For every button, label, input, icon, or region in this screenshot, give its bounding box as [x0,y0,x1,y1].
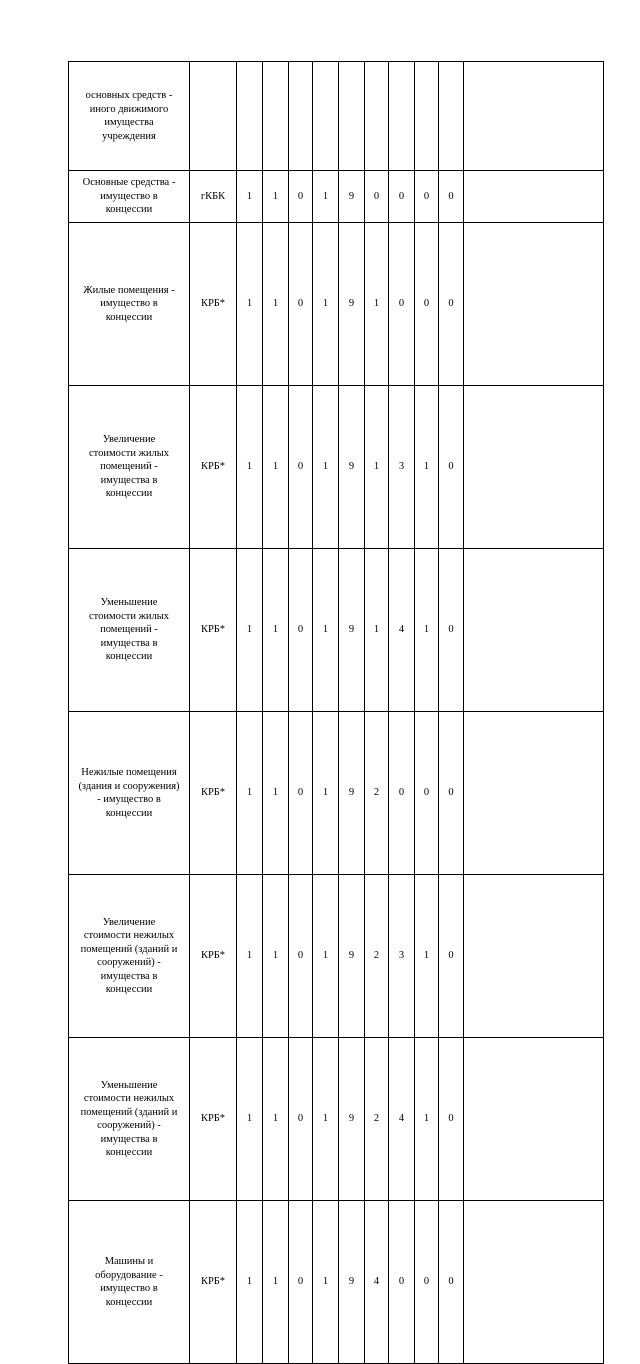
account-digit-cell [464,1201,604,1364]
account-name-cell: Машины и оборудование - имущество в концессии [69,1201,190,1364]
account-digit-cell: 0 [439,549,464,712]
account-digit-cell: 9 [339,1038,365,1201]
account-digit-cell: 0 [439,1201,464,1364]
table-row [69,712,604,875]
account-digit-cell [464,1038,604,1201]
account-digit-cell: 0 [439,1038,464,1201]
account-digit-cell [415,62,439,171]
account-digit-cell: 9 [339,223,365,386]
kbk-code-cell: КРБ* [190,1038,237,1201]
account-digit-cell: 0 [389,171,415,223]
account-name-cell: Нежилые помещения (здания и сооружения) - имущество в концессии [69,712,190,875]
table-row [69,549,604,712]
account-digit-cell: 0 [439,386,464,549]
account-digit-cell: 1 [263,223,289,386]
account-digit-cell: 1 [415,1038,439,1201]
account-name-cell: Основные средства - имущество в концессии [69,171,190,223]
account-digit-cell: 1 [415,549,439,712]
account-digit-cell: 0 [289,1201,313,1364]
account-name-cell: основных средств - иного движимого имущества учреждения [69,62,190,171]
account-name-cell: Уменьшение стоимости жилых помещений - имущества в концессии [69,549,190,712]
kbk-code-cell: КРБ* [190,386,237,549]
account-chart-table [68,61,604,1364]
account-digit-cell: 4 [389,549,415,712]
account-digit-cell: 0 [289,386,313,549]
kbk-code-cell [190,62,237,171]
account-digit-cell: 1 [313,712,339,875]
account-digit-cell [313,62,339,171]
table-row [69,1201,604,1364]
account-digit-cell [389,62,415,171]
account-name-cell: Жилые помещения - имущество в концессии [69,223,190,386]
account-digit-cell [464,875,604,1038]
kbk-code-cell: КРБ* [190,1201,237,1364]
account-digit-cell [464,171,604,223]
account-digit-cell: 0 [439,875,464,1038]
account-digit-cell [289,62,313,171]
kbk-code-cell: КРБ* [190,223,237,386]
account-digit-cell: 1 [237,171,263,223]
account-digit-cell: 1 [237,712,263,875]
account-digit-cell: 0 [289,223,313,386]
account-digit-cell: 1 [313,171,339,223]
account-digit-cell: 0 [289,875,313,1038]
account-digit-cell [464,62,604,171]
account-digit-cell: 9 [339,1201,365,1364]
account-digit-cell: 1 [313,223,339,386]
account-digit-cell: 9 [339,171,365,223]
account-digit-cell [365,62,389,171]
table-row [69,386,604,549]
account-digit-cell [464,712,604,875]
account-digit-cell: 4 [389,1038,415,1201]
account-digit-cell: 0 [289,1038,313,1201]
kbk-code-cell: гКБК [190,171,237,223]
account-digit-cell: 0 [415,223,439,386]
account-digit-cell: 0 [289,171,313,223]
account-digit-cell: 2 [365,712,389,875]
account-digit-cell: 1 [415,386,439,549]
kbk-code-cell: КРБ* [190,875,237,1038]
account-digit-cell: 1 [263,1038,289,1201]
account-digit-cell [263,62,289,171]
account-digit-cell: 3 [389,386,415,549]
account-digit-cell: 1 [237,1038,263,1201]
account-digit-cell: 1 [263,171,289,223]
kbk-code-cell: КРБ* [190,549,237,712]
account-digit-cell: 0 [439,171,464,223]
account-digit-cell: 1 [237,549,263,712]
account-digit-cell: 4 [365,1201,389,1364]
account-digit-cell: 1 [365,386,389,549]
account-name-cell: Уменьшение стоимости нежилых помещений (зданий и сооружений) - имущества в концессии [69,1038,190,1201]
account-digit-cell: 1 [263,1201,289,1364]
account-digit-cell: 1 [313,875,339,1038]
account-digit-cell: 0 [415,171,439,223]
account-digit-cell: 1 [313,386,339,549]
account-digit-cell: 1 [263,549,289,712]
account-digit-cell: 2 [365,875,389,1038]
account-digit-cell: 1 [263,875,289,1038]
account-digit-cell: 0 [289,712,313,875]
account-digit-cell: 1 [237,223,263,386]
account-name-cell: Увеличение стоимости жилых помещений - имущества в концессии [69,386,190,549]
account-digit-cell: 1 [415,875,439,1038]
account-digit-cell: 1 [313,1038,339,1201]
account-digit-cell: 0 [415,712,439,875]
account-digit-cell: 1 [313,1201,339,1364]
account-digit-cell [339,62,365,171]
account-digit-cell: 1 [237,386,263,549]
account-digit-cell [439,62,464,171]
account-digit-cell: 2 [365,1038,389,1201]
account-digit-cell: 0 [439,712,464,875]
account-digit-cell: 9 [339,549,365,712]
account-digit-cell: 1 [313,549,339,712]
account-digit-cell [237,62,263,171]
table-row [69,62,604,171]
account-digit-cell: 0 [415,1201,439,1364]
account-digit-cell: 1 [365,223,389,386]
account-name-cell: Увеличение стоимости нежилых помещений (зданий и сооружений) - имущества в концессии [69,875,190,1038]
account-digit-cell: 9 [339,875,365,1038]
account-digit-cell: 0 [389,712,415,875]
table-row [69,171,604,223]
account-digit-cell: 1 [365,549,389,712]
account-digit-cell: 0 [439,223,464,386]
account-digit-cell: 1 [263,712,289,875]
account-digit-cell [464,549,604,712]
account-digit-cell [464,223,604,386]
account-digit-cell: 1 [237,875,263,1038]
account-digit-cell: 0 [365,171,389,223]
account-digit-cell: 0 [289,549,313,712]
account-digit-cell [464,386,604,549]
table-row [69,875,604,1038]
table-body [69,62,604,1364]
account-digit-cell: 9 [339,386,365,549]
account-digit-cell: 0 [389,1201,415,1364]
account-digit-cell: 1 [263,386,289,549]
account-digit-cell: 9 [339,712,365,875]
account-digit-cell: 3 [389,875,415,1038]
table-row [69,223,604,386]
kbk-code-cell: КРБ* [190,712,237,875]
account-digit-cell: 0 [389,223,415,386]
table-row [69,1038,604,1201]
account-digit-cell: 1 [237,1201,263,1364]
